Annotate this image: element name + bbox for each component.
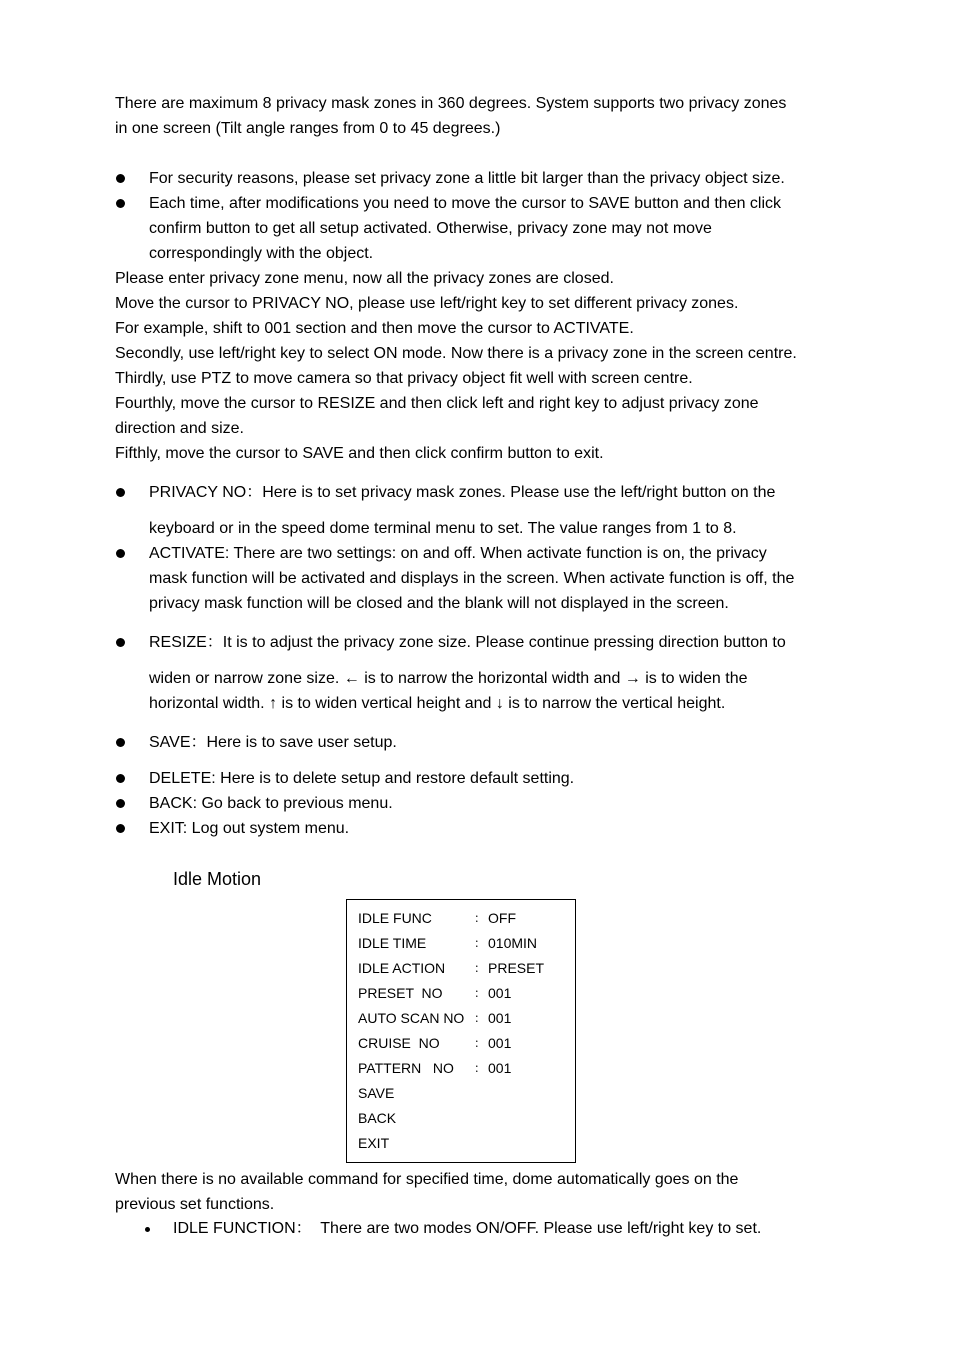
- step-line: For example, shift to 001 section and then move the cursor to ACTIVATE.: [115, 320, 634, 337]
- menu-row-save: [347, 1083, 575, 1108]
- menu-value: 001: [488, 1035, 512, 1051]
- option-resize: RESIZE：It is to adjust the privacy zone size. Please continue pressing direction button to: [149, 634, 786, 651]
- bullet-icon: [116, 549, 125, 558]
- menu-row-cruise-no: [347, 1033, 575, 1058]
- menu-label: IDLE ACTION: [358, 960, 446, 976]
- menu-row-preset-no: [347, 983, 575, 1008]
- menu-label: PATTERN NO: [358, 1060, 454, 1076]
- bullet-icon: [116, 824, 125, 833]
- idle-desc-line: previous set functions.: [115, 1196, 275, 1213]
- menu-value: 001: [488, 1010, 512, 1026]
- step-line: Thirdly, use PTZ to move camera so that privacy object fit well with screen centre.: [115, 370, 693, 387]
- menu-row-back: [347, 1108, 575, 1133]
- bullet-icon: [116, 799, 125, 808]
- menu-value: 001: [488, 1060, 512, 1076]
- bullet-icon: [116, 199, 125, 208]
- bullet-icon: [116, 488, 125, 497]
- note-line: confirm button to get all setup activated. Otherwise, privacy zone may not move: [149, 220, 712, 237]
- option-activate: ACTIVATE: There are two settings: on and off. When activate function is on, the privacy: [149, 545, 767, 562]
- intro-line: in one screen (Tilt angle ranges from 0 to 45 degrees.): [115, 120, 501, 137]
- menu-label: BACK: [358, 1110, 397, 1126]
- menu-row-pattern-no: [347, 1058, 575, 1083]
- section-heading: Idle Motion: [173, 869, 262, 889]
- option-privacy-no: keyboard or in the speed dome terminal menu to set. The value ranges from 1 to 8.: [149, 520, 737, 537]
- menu-row-idle-func: [347, 908, 575, 933]
- bullet-icon: [116, 774, 125, 783]
- menu-row-auto-scan-no: [347, 1008, 575, 1033]
- option-back: BACK: Go back to previous menu.: [149, 795, 393, 812]
- option-activate: mask function will be activated and displays in the screen. When activate function is off, the: [149, 570, 795, 587]
- option-exit: EXIT: Log out system menu.: [149, 820, 350, 837]
- step-line: Fifthly, move the cursor to SAVE and then click confirm button to exit.: [115, 445, 604, 462]
- option-resize: widen or narrow zone size. ← is to narrow the horizontal width and → is to widen the: [149, 670, 748, 687]
- menu-value: PRESET: [488, 960, 545, 976]
- note-line: correspondingly with the object.: [149, 245, 374, 262]
- menu-colon: ：: [474, 1061, 487, 1075]
- step-line: Secondly, use left/right key to select ON mode. Now there is a privacy zone in the screen centre.: [115, 345, 797, 362]
- menu-label: PRESET NO: [358, 985, 443, 1001]
- menu-label: IDLE TIME: [358, 935, 427, 951]
- menu-row-exit: [347, 1133, 575, 1158]
- menu-label: CRUISE NO: [358, 1035, 440, 1051]
- idle-menu-box: [346, 899, 576, 1163]
- step-line: Move the cursor to PRIVACY NO, please use left/right key to set different privacy zones.: [115, 295, 739, 312]
- menu-value: OFF: [488, 910, 516, 926]
- step-line: Fourthly, move the cursor to RESIZE and then click left and right key to adjust privacy zone: [115, 395, 759, 412]
- note-line: For security reasons, please set privacy zone a little bit larger than the privacy object size.: [149, 170, 785, 187]
- idle-function-item: IDLE FUNCTION： There are two modes ON/OFF. Please use left/right key to set.: [173, 1220, 762, 1237]
- step-line: Please enter privacy zone menu, now all the privacy zones are closed.: [115, 270, 614, 287]
- menu-value: 010MIN: [488, 935, 538, 951]
- option-delete: DELETE: Here is to delete setup and restore default setting.: [149, 770, 575, 787]
- option-privacy-no: PRIVACY NO：Here is to set privacy mask zones. Please use the left/right button on the: [149, 484, 776, 501]
- menu-colon: ：: [474, 961, 487, 975]
- bullet-icon: [116, 738, 125, 747]
- menu-colon: ：: [474, 911, 487, 925]
- menu-label: SAVE: [358, 1085, 395, 1101]
- bullet-icon: [116, 638, 125, 647]
- bullet-icon: [145, 1227, 150, 1232]
- step-line: direction and size.: [115, 420, 244, 437]
- bullet-icon: [116, 174, 125, 183]
- menu-label: IDLE FUNC: [358, 910, 432, 926]
- menu-colon: ：: [474, 986, 487, 1000]
- note-line: Each time, after modifications you need to move the cursor to SAVE button and then click: [149, 195, 782, 212]
- menu-colon: ：: [474, 936, 487, 950]
- menu-label: EXIT: [358, 1135, 390, 1151]
- menu-colon: ：: [474, 1011, 487, 1025]
- option-activate: privacy mask function will be closed and the blank will not displayed in the screen.: [149, 595, 729, 612]
- option-save: SAVE：Here is to save user setup.: [149, 734, 397, 751]
- menu-value: 001: [488, 985, 512, 1001]
- idle-desc-line: When there is no available command for specified time, dome automatically goes on the: [115, 1171, 739, 1188]
- menu-row-idle-action: [347, 958, 575, 983]
- menu-colon: ：: [474, 1036, 487, 1050]
- menu-label: AUTO SCAN NO: [358, 1010, 465, 1026]
- intro-line: There are maximum 8 privacy mask zones in 360 degrees. System supports two privacy zones: [115, 95, 787, 112]
- option-resize: horizontal width. ↑ is to widen vertical height and ↓ is to narrow the vertical height.: [149, 695, 726, 712]
- menu-row-idle-time: [347, 933, 575, 958]
